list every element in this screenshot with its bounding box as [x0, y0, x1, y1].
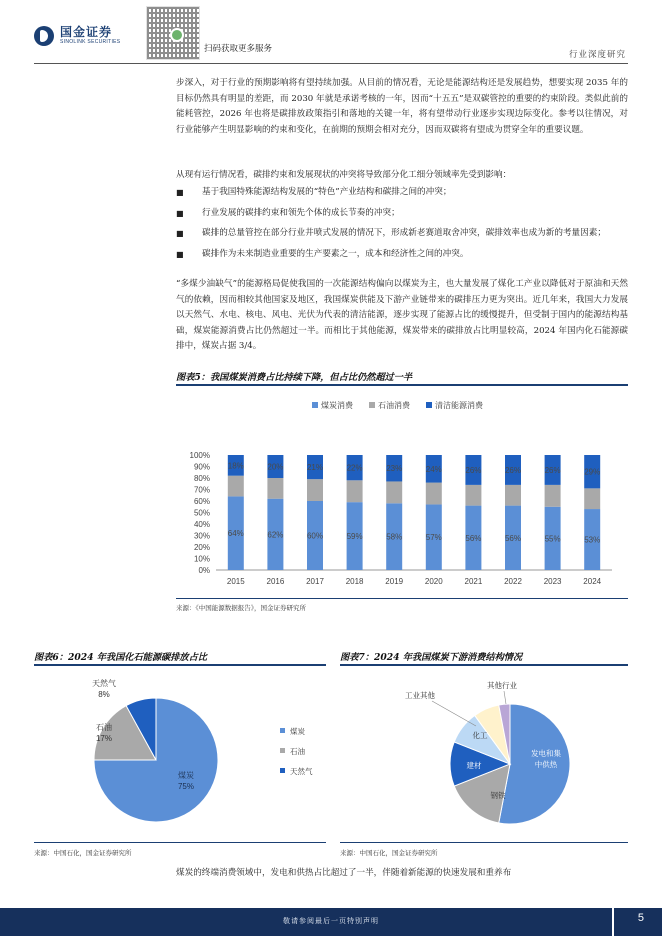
legend-label: 石油消费: [378, 401, 410, 410]
bar-data-label: 26%: [544, 465, 561, 475]
logo-cn: 国金证券: [60, 25, 113, 39]
x-tick-label: 2024: [583, 577, 602, 586]
page-header: [0, 0, 662, 64]
legend-swatch: [280, 768, 285, 773]
figure-7-title: 图表7：2024 年我国煤炭下游消费结构情况: [340, 652, 523, 663]
bar-data-label: 60%: [306, 531, 324, 541]
bar-data-label: 64%: [227, 529, 244, 539]
x-tick-label: 2016: [266, 577, 285, 586]
y-tick-label: 20%: [193, 543, 210, 552]
y-tick-label: 100%: [189, 451, 210, 460]
bar-data-label: 62%: [267, 530, 284, 540]
bar-data-label: 24%: [425, 464, 442, 474]
bar-segment: [584, 488, 600, 509]
legend-label: 天然气: [290, 767, 313, 776]
bar-data-label: 23%: [386, 464, 403, 474]
pie-label: 其他行业: [487, 681, 517, 690]
figure-5-source: 来源：《中国能源数据报告》，国金证券研究所: [176, 604, 306, 612]
pie-label-value: 17%: [95, 734, 113, 743]
y-tick-label: 40%: [193, 520, 210, 529]
y-tick-label: 30%: [193, 531, 210, 541]
bullet-item: ■ 碳排作为未来制造业重要的生产要素之一，成本和经济性之间的冲突。: [176, 247, 628, 263]
x-tick-label: 2021: [464, 577, 483, 586]
x-tick-label: 2017: [306, 577, 324, 586]
legend-swatch: [312, 402, 318, 408]
figure-7-top-rule: [340, 664, 628, 666]
leader-line: [432, 701, 476, 726]
header-divider: [34, 63, 628, 64]
bar-data-label: 55%: [544, 534, 561, 544]
pie-label-value: 8%: [98, 690, 110, 699]
bar-data-label: 58%: [386, 532, 403, 542]
bullet-item: ■ 基于我国特殊能源结构发展的“特色”产业结构和碳排之间的冲突；: [176, 185, 628, 201]
qr-caption: 扫码获取更多服务: [204, 44, 273, 54]
logo-en: SINOLINK SECURITIES: [60, 39, 121, 45]
bullet-list: [176, 185, 628, 267]
figure-7-chart: [340, 668, 628, 840]
y-tick-label: 60%: [193, 497, 210, 506]
legend-swatch: [280, 748, 285, 753]
y-tick-label: 50%: [193, 508, 210, 518]
body-paragraph-2: 从现有运行情况看，碳排约束和发展现状的冲突将导致部分化工细分领域率先受到影响：: [176, 170, 512, 180]
bar-segment: [545, 485, 561, 507]
bar-data-label: 20%: [267, 462, 284, 472]
logo-icon: [34, 26, 54, 46]
pie-label: 发电和集: [531, 749, 561, 758]
figure-6-source: 来源：中国石化，国金证券研究所: [34, 849, 132, 857]
report-type: 行业深度研究: [568, 50, 626, 60]
x-tick-label: 2020: [424, 577, 443, 586]
bar-segment: [267, 478, 283, 499]
y-tick-label: 0%: [198, 566, 210, 575]
leader-line: [504, 691, 506, 704]
legend-label: 煤炭: [290, 727, 305, 736]
figure-6-chart: [34, 668, 326, 840]
figure-5-top-rule: [176, 384, 628, 386]
figure-5-title: 图表5：我国煤炭消费占比持续下降，但占比仍然超过一半: [176, 372, 413, 383]
pie-label: 化工: [472, 731, 488, 740]
x-tick-label: 2023: [543, 577, 562, 586]
bar-segment: [505, 485, 521, 506]
body-paragraph-3: “多煤少油缺气”的能源格局促使我国的一次能源结构偏向以煤炭为主，也大量发展了煤化工产业以降低对于原油和天然气的依赖，因而相较其他国家及地区，我国煤炭供能及下游产业链带来的碳排压力更为突出。近几年来，我国大力发展以天然气、水电、核电、风电、光伏为代表的清洁能源，逐步实现了能源占比的缓慢提升，但受制于国内的能源结构基础，煤炭能源消费占比仍然超过一半。而相比于其他能源，煤炭带来的碳排放占比明显较高，2024 年国内化石能源碳排中，煤炭占据 3/4。: [176, 279, 628, 352]
pie-label: 工业其他: [405, 691, 435, 700]
bar-segment: [426, 483, 442, 505]
figure-6-title: 图表6：2024 年我国化石能源碳排放占比: [34, 652, 207, 663]
bar-data-label: 56%: [465, 533, 482, 543]
pie-label-value: 75%: [177, 782, 195, 791]
pie-label-name: 石油: [96, 723, 112, 732]
figure-5-bottom-rule: [176, 598, 628, 599]
bar-data-label: 21%: [306, 463, 324, 473]
pie-label: 钢铁: [490, 791, 506, 800]
page-number: 5: [637, 912, 644, 924]
figure-7-source: 来源：中国石化，国金证券研究所: [340, 849, 438, 857]
figure-6-top-rule: [34, 664, 326, 666]
pie-label-name: 天然气: [92, 679, 116, 688]
bar-data-label: 26%: [504, 465, 522, 475]
x-tick-label: 2018: [345, 577, 364, 586]
x-tick-label: 2015: [226, 577, 245, 586]
y-tick-label: 90%: [193, 462, 210, 472]
figure-7-bottom-rule: [340, 842, 628, 843]
legend-swatch: [369, 402, 375, 408]
bar-data-label: 22%: [346, 463, 363, 473]
legend-swatch: [280, 728, 285, 733]
bullet-item: ■ 碳排的总量管控在部分行业井喷式发展的情况下，形成新老赛道取舍冲突，碳排效率也成为新的考量因素；: [176, 226, 628, 242]
legend-label: 清洁能源消费: [435, 401, 483, 410]
x-tick-label: 2022: [504, 577, 522, 586]
legend-label: 煤炭消费: [321, 401, 353, 410]
legend-swatch: [426, 402, 432, 408]
figure-5-chart: [176, 390, 628, 596]
company-logo: [34, 26, 120, 46]
figure-6-bottom-rule: [34, 842, 326, 843]
pie-label: 建材: [466, 761, 482, 770]
bullet-item: ■ 行业发展的碳排约束和领先个体的成长节奏的冲突；: [176, 206, 628, 222]
body-paragraph-1: 步深入，对于行业的预期影响将有望持续加强。从目前的情况看，无论是能源结构还是发展趋势，想要实现 2035 年的目标仍然具有明显的差距，而 2030 年就是承诺考核的一年，因而“十五五”是双碳管控的重要的约束阶段。类似此前的能耗管控，2026 年也将是碳排放政策指引和落地的关键一年，将有望带动行业逐步实现边际变化。参考以往情况，对行业能够产生明显影响的约束和变化，在前期的预期会相对充分，因而双碳将有望成为贯穿全年的重要议题。: [176, 78, 628, 135]
y-tick-label: 10%: [193, 554, 210, 564]
pie-label-name: 煤炭: [178, 771, 194, 780]
bar-data-label: 29%: [584, 467, 601, 477]
bar-segment: [386, 481, 402, 503]
qr-logo-icon: [170, 28, 184, 42]
legend-label: 石油: [290, 747, 305, 756]
bar-data-label: 57%: [425, 533, 442, 543]
bar-data-label: 53%: [584, 535, 601, 545]
pie-label: 中供热: [534, 760, 558, 769]
bar-data-label: 26%: [465, 465, 482, 475]
bar-segment: [307, 479, 323, 501]
bar-data-label: 18%: [227, 461, 244, 471]
footer-disclaimer[interactable]: 敬请参阅最后一页特别声明: [283, 917, 379, 925]
bar-data-label: 59%: [346, 532, 363, 542]
bar-data-label: 56%: [504, 533, 522, 543]
x-tick-label: 2019: [385, 577, 404, 586]
y-tick-label: 80%: [193, 474, 210, 483]
y-tick-label: 70%: [193, 485, 210, 495]
bar-segment: [228, 476, 244, 497]
bar-segment: [465, 485, 481, 506]
bar-segment: [347, 480, 363, 502]
body-paragraph-4: 煤炭的终端消费领域中，发电和供热占比超过了一半，伴随着新能源的快速发展和重养布: [176, 868, 512, 878]
